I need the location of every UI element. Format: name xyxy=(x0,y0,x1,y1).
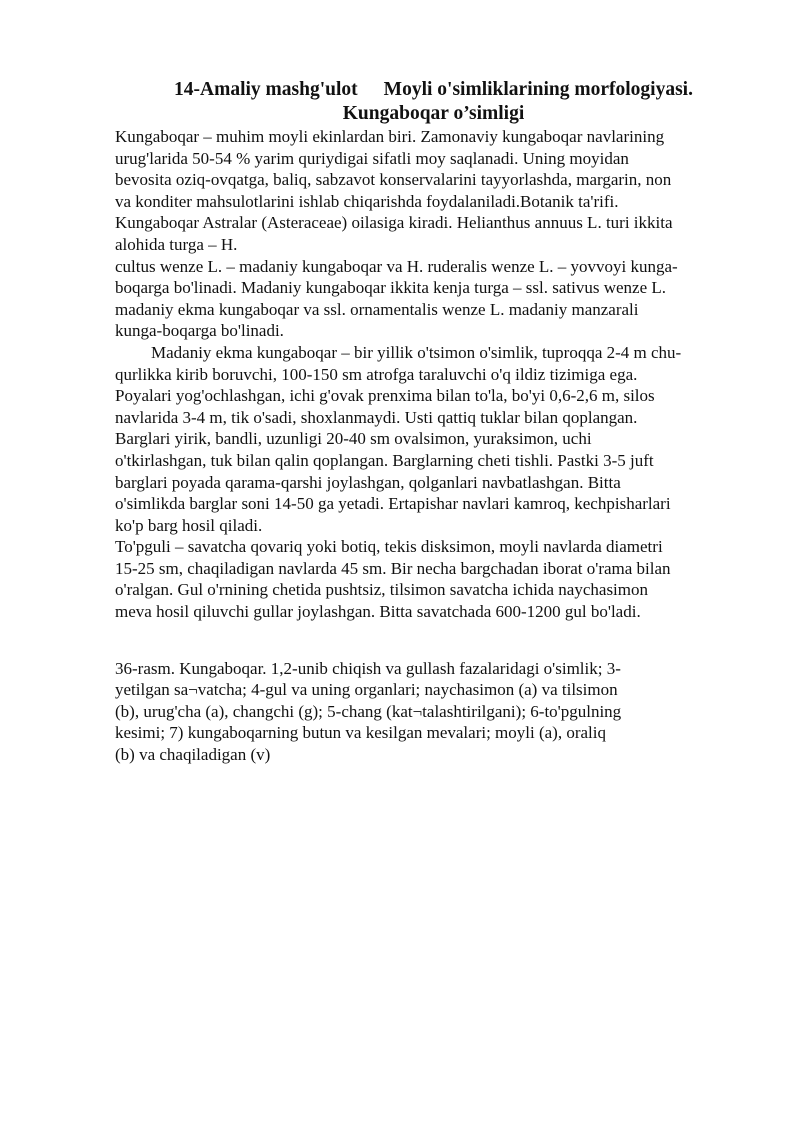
caption-line: 36-rasm. Kungaboqar. 1,2-unib chiqish va gullash fazalaridagi o'simlik; 3- xyxy=(115,658,621,678)
text-line: alohida turga – H. xyxy=(115,234,238,254)
text-line: cultus wenze L. – madaniy kungaboqar va H. ruderalis wenze L. – yovvoyi kunga- xyxy=(115,256,678,276)
text-line: o'tkirlashgan, tuk bilan qalin qoplangan. Barglarning cheti tishli. Pastki 3-5 juft xyxy=(115,450,654,470)
text-line: navlarida 3-4 m, tik o'sadi, shoxlanmaydi. Usti qattiq tuklar bilan qoplangan. xyxy=(115,407,638,427)
document-page xyxy=(115,78,740,766)
text-line: urug'larida 50-54 % yarim quriydigai sifatli moy saqlanadi. Uning moyidan xyxy=(115,148,629,168)
text-line: barglari poyada qarama-qarshi joylashgan, qolganlari navbatlashgan. Bitta xyxy=(115,472,621,492)
text-line: o'simlikda barglar soni 14-50 ga yetadi. Ertapishar navlari kamroq, kechpisharlari xyxy=(115,494,671,514)
text-line: Kungaboqar – muhim moyli ekinlardan biri. Zamonaviy kungaboqar navlarining xyxy=(115,127,665,146)
text-line: bevosita oziq-ovqatga, baliq, sabzavot konservalarini tayyorlashda, margarin, non xyxy=(115,170,672,190)
text-line: ko'p barg hosil qiladi. xyxy=(115,515,263,535)
text-line: meva hosil qiluvchi gullar joylashgan. Bitta savatchada 600-1200 gul bo'ladi. xyxy=(115,602,641,622)
text-line: qurlikka kirib boruvchi, 100-150 sm atrofga taraluvchi o'q ildiz tizimiga ega. xyxy=(115,364,638,384)
paragraph-inflorescence xyxy=(115,536,740,622)
text-line: Poyalari yog'ochlashgan, ichi g'ovak prenxima bilan to'la, bo'yi 0,6-2,6 m, silos xyxy=(115,386,655,406)
text-line: To'pguli – savatcha qovariq yoki botiq, tekis disksimon, moyli navlarda diametri xyxy=(115,537,663,557)
text-line: boqarga bo'linadi. Madaniy kungaboqar ikkita kenja turga – ssl. sativus wenze L. xyxy=(115,278,667,298)
text-line: madaniy ekma kungaboqar va ssl. ornamentalis wenze L. madaniy manzarali xyxy=(115,299,639,319)
caption-line: yetilgan sa¬vatcha; 4-gul va uning organlari; naychasimon (a) va tilsimon xyxy=(115,680,618,700)
text-line: Madaniy ekma kungaboqar – bir yillik o'tsimon o'simlik, tuproqqa 2-4 m chu- xyxy=(151,342,682,362)
text-line: va konditer mahsulotlarini ishlab chiqarishda foydalaniladi.Botanik ta'rifi. xyxy=(115,191,619,211)
page-title xyxy=(115,78,740,126)
figure-caption xyxy=(115,658,740,766)
text-line: kunga-boqarga bo'linadi. xyxy=(115,321,284,341)
paragraph-intro xyxy=(115,126,740,342)
text-line: 15-25 sm, chaqiladigan navlarda 45 sm. Bir necha bargchadan iborat o'rama bilan xyxy=(115,558,671,578)
title-line-2: Kungaboqar o’simligi xyxy=(342,103,525,124)
paragraph-description xyxy=(115,342,740,536)
text-line: Kungaboqar Astralar (Asteraceae) oilasiga kiradi. Helianthus annuus L. turi ikkita xyxy=(115,213,673,233)
title-part-1: 14-Amaliy mashg'ulot xyxy=(174,79,358,100)
caption-line: (b), urug'cha (a), changchi (g); 5-chang (kat¬talashtirilgani); 6-to'pgulning xyxy=(115,701,622,721)
text-line: o'ralgan. Gul o'rnining chetida pushtsiz, tilsimon savatcha ichida naychasimon xyxy=(115,580,649,600)
text-line: Barglari yirik, bandli, uzunligi 20-40 sm ovalsimon, yuraksimon, uchi xyxy=(115,429,592,449)
caption-line: kesimi; 7) kungaboqarning butun va kesilgan mevalari; moyli (a), oraliq xyxy=(115,723,606,743)
caption-line: (b) va chaqiladigan (v) xyxy=(115,745,271,765)
title-part-2: Moyli o'simliklarining morfologiyasi. xyxy=(383,79,693,100)
